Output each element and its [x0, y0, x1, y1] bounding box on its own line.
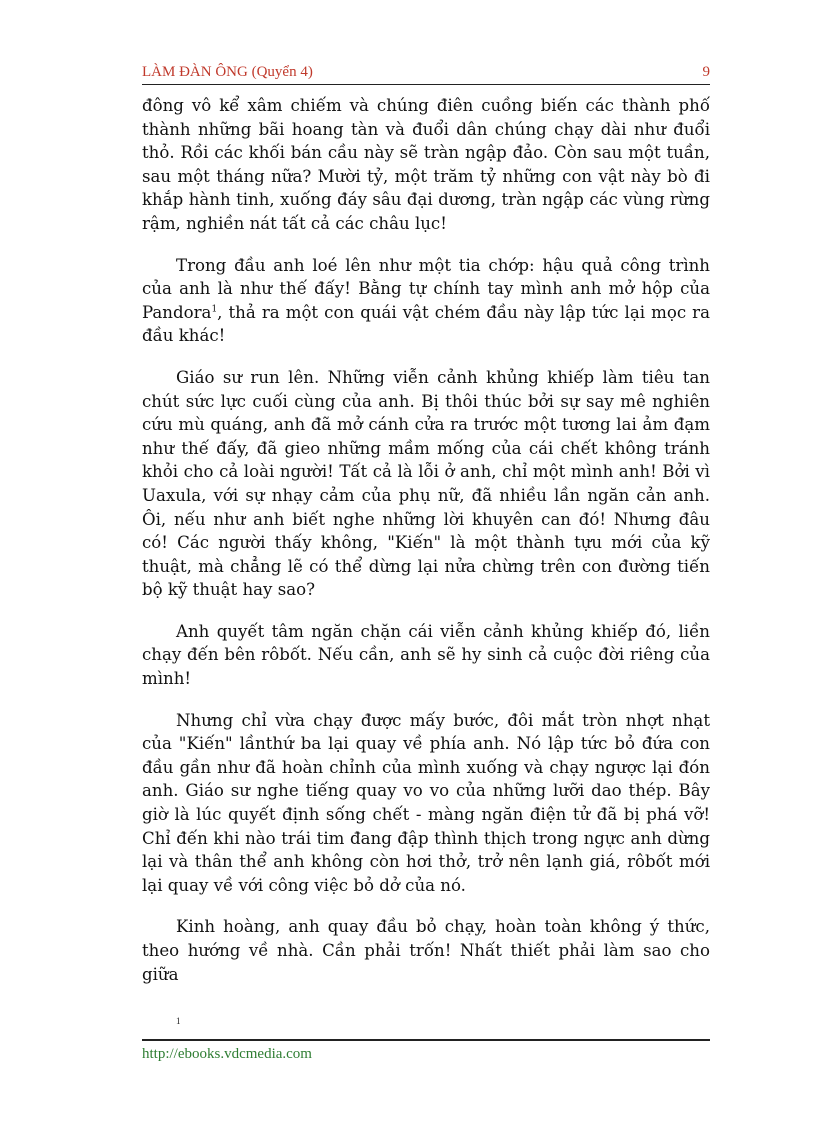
paragraph-5: Nhưng chỉ vừa chạy được mấy bước, đôi mắt tròn nhợt nhạt của "Kiến" lầnthứ ba lại quay về phía anh. Nó lập tức bỏ đứa con đầu gần như đã hoàn chỉnh của mình xuống và chạy ngược lại đón anh. Giáo sư nghe tiếng quay vo vo của những lưỡi dao thép. Bây giờ là lúc quyết định sống chết - màng ngăn điện tử đã bị phá vỡ! Chỉ đến khi nào trái tim đang đập thình thịch trong ngực anh dừng lại và thân thể anh không còn hơi thở, trở nên lạnh giá, rôbốt mới lại quay về với công việc bỏ dở của nó.: [142, 710, 710, 895]
book-title: LÀM ĐÀN ÔNG (Quyển 4): [142, 64, 313, 80]
footer-divider: [142, 1039, 710, 1041]
footnote-marker: 1: [176, 1016, 181, 1026]
paragraph-2-text-b: , thả ra một con quái vật chém đầu này lập tức lại mọc ra đầu khác!: [142, 302, 710, 346]
paragraph-2-text-a: Trong đầu anh loé lên như một tia chớp: hậu quả công trình của anh là như thế đấy! Bằng tự chính tay mình anh mở hộp của Pandora: [142, 255, 710, 322]
paragraph-1: đông vô kể xâm chiếm và chúng điên cuồng biến các thành phố thành những bãi hoang tàn và đuổi dân chúng chạy dài như đuổi thỏ. Rồi các khối bán cầu này sẽ tràn ngập đảo. Còn sau một tuần, sau một tháng nữa? Mười tỷ, một trăm tỷ những con vật này bò đi khắp hành tinh, xuống đáy sâu đại dương, tràn ngập các vùng rừng rậm, nghiền nát tất cả các châu lục!: [142, 96, 710, 233]
paragraph-2: [142, 254, 710, 348]
paragraph-6: Kinh hoàng, anh quay đầu bỏ chạy, hoàn toàn không ý thức, theo hướng về nhà. Cần phải trốn! Nhất thiết phải làm sao cho giữa: [142, 917, 710, 984]
page-header: [142, 64, 710, 84]
page-number: 9: [702, 64, 710, 80]
footnote-reference: 1: [211, 304, 218, 315]
paragraph-4: Anh quyết tâm ngăn chặn cái viễn cảnh khủng khiếp đó, liền chạy đến bên rôbốt. Nếu cần, anh sẽ hy sinh cả cuộc đời riêng của mình!: [142, 621, 710, 689]
body-text: [142, 94, 710, 1004]
header-divider: [142, 84, 710, 85]
footer-url: http://ebooks.vdcmedia.com: [142, 1046, 312, 1062]
paragraph-3: Giáo sư run lên. Những viễn cảnh khủng khiếp làm tiêu tan chút sức lực cuối cùng của anh. Bị thôi thúc bởi sự say mê nghiên cứu mù quáng, anh đã mở cánh cửa ra trước một tương lai ảm đạm như thế đấy, đã gieo những mầm mống của cái chết không tránh khỏi cho cả loài người! Tất cả là lỗi ở anh, chỉ một mình anh! Bởi vì Uaxula, với sự nhạy cảm của phụ nữ, đã nhiều lần ngăn cản anh. Ôi, nếu như anh biết nghe những lời khuyên can đó! Nhưng đâu có! Các người thấy không, "Kiến" là một thành tựu mới của kỹ thuật, mà chẳng lẽ có thể dừng lại nửa chừng trên con đường tiến bộ kỹ thuật hay sao?: [142, 367, 710, 600]
